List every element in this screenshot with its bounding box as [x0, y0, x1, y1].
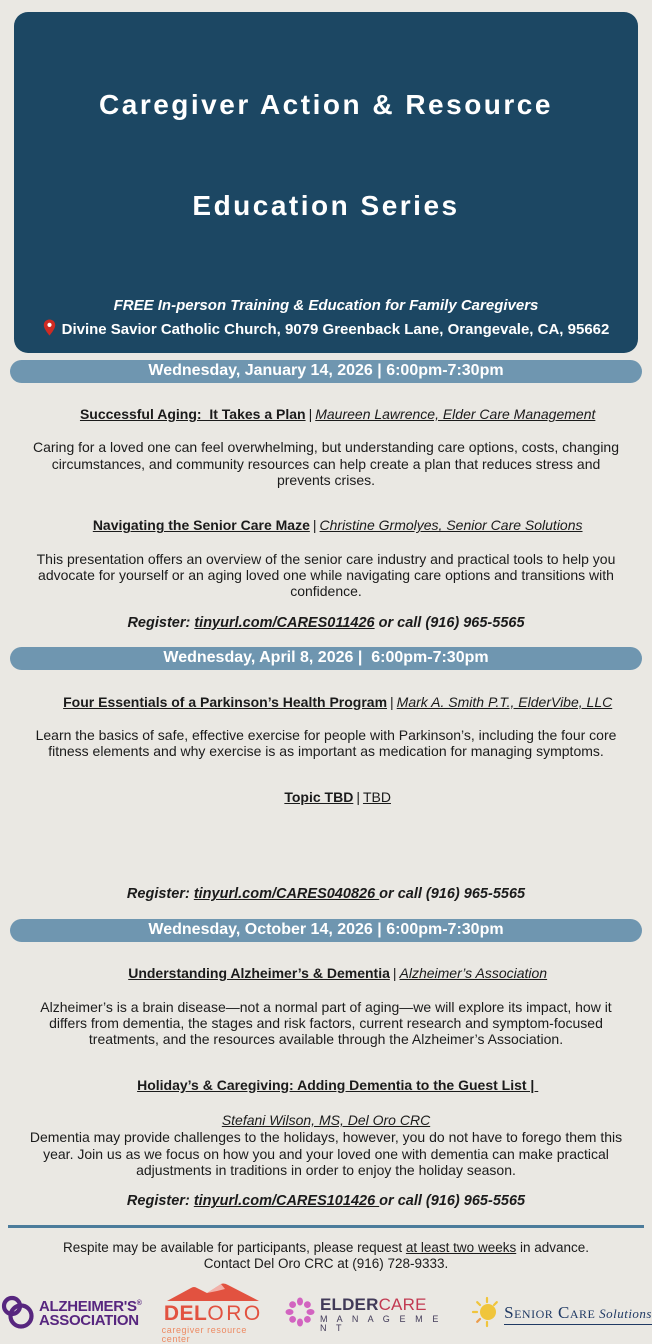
registered-mark: ®	[136, 1300, 142, 1308]
talk-title: Four Essentials of a Parkinson’s Health Program	[63, 693, 388, 710]
talk-heading	[0, 501, 652, 550]
respite-suffix: in advance.	[516, 1239, 590, 1255]
partner-logos	[0, 1284, 652, 1344]
register-label: Register:	[127, 614, 191, 631]
respite-underlined: at least two weeks	[405, 1239, 517, 1255]
session-october	[0, 949, 652, 1210]
talk-heading	[0, 949, 652, 998]
empty-space	[0, 821, 652, 871]
location-pin-icon	[43, 319, 56, 340]
alzheimers-brain-icon	[0, 1294, 36, 1335]
pipe-separator: |	[312, 517, 317, 534]
oro-text: ORO	[207, 1302, 263, 1326]
alzheimers-word2: ASSOCIATION	[39, 1312, 139, 1330]
senior-care-text: Senior Care	[504, 1303, 596, 1323]
register-line	[0, 1193, 652, 1210]
contact-line: Contact Del Oro CRC at (916) 728-9333.	[203, 1256, 449, 1272]
management-text: M A N A G E M E N T	[319, 1313, 442, 1333]
talk-presenter: Alzheimer’s Association	[399, 965, 548, 982]
del-oro-logo	[162, 1284, 265, 1344]
talk-presenter: Mark A. Smith P.T., ElderVibe, LLC	[396, 693, 613, 710]
senior-care-solutions-logo	[471, 1296, 652, 1333]
session-january	[0, 390, 652, 632]
respite-note	[0, 1240, 652, 1272]
register-link[interactable]: tinyurl.com/CARES011426	[194, 614, 375, 631]
header-card	[14, 12, 638, 353]
talk-title: Holiday’s & Caregiving: Adding Dementia to the Guest List |	[137, 1076, 539, 1093]
register-label: Register:	[126, 886, 190, 903]
register-suffix: or call (916) 965-5565	[374, 614, 525, 631]
talk-presenter: Stefani Wilson, MS, Del Oro CRC	[221, 1112, 431, 1129]
location-text: Divine Savior Catholic Church, 9079 Greenback Lane, Orangevale, CA, 95662	[61, 320, 610, 338]
pipe-separator: |	[356, 788, 360, 805]
talk-description: This presentation offers an overview of the senior care industry and practical tools to help you advocate for yourself or an aging loved one while navigating care options and transitions with confidence.	[36, 550, 616, 600]
talk-description: Learn the basics of safe, effective exercise for people with Parkinson’s, including the four core fitness elements and why exercise is as important as medication for managing symptoms.	[35, 727, 617, 760]
location-line	[22, 319, 630, 340]
eldercare-logo-text	[320, 1296, 451, 1333]
alzheimers-association-logo	[0, 1294, 142, 1335]
respite-line	[0, 1240, 652, 1256]
talk-presenter: Christine Grmolyes, Senior Care Solutions	[319, 517, 583, 534]
talk-description: Caring for a loved one can feel overwhelming, but understanding care options, costs, changing circumstances, and community resources can help create a plan that reduces stress and prevents crises.	[32, 439, 620, 488]
register-line	[0, 615, 652, 632]
talk-presenter-line	[0, 1112, 652, 1128]
pipe-separator: |	[392, 965, 397, 982]
solutions-text: Solutions	[595, 1306, 652, 1322]
flyer-page	[0, 12, 652, 1344]
talk-title: Topic TBD	[284, 788, 354, 805]
register-link[interactable]: tinyurl.com/CARES040826	[193, 886, 380, 903]
register-suffix: or call (916) 965-5565	[379, 886, 526, 903]
sun-icon	[471, 1296, 503, 1333]
alzheimers-word1: ALZHEIMER'S	[39, 1298, 137, 1316]
title-line1: Caregiver Action & Resource	[99, 89, 553, 121]
talk-title: Navigating the Senior Care Maze	[92, 517, 310, 534]
talk-heading-tbd	[0, 773, 652, 822]
subtitle: FREE In-person Training & Education for Family Caregivers	[113, 296, 539, 314]
talk-heading-holiday	[0, 1060, 652, 1109]
del-oro-wordmark	[164, 1303, 263, 1324]
session-april	[0, 677, 652, 903]
care-text: CARE	[378, 1294, 427, 1314]
talk-description: Dementia may provide challenges to the holidays, however, you do not have to forego them this year. Join us as we focus on how you and your loved one with dementia can make practical adjustments in traditions in order to enjoy the holiday season.	[29, 1129, 623, 1178]
respite-prefix: Respite may be available for participants, please request	[62, 1239, 406, 1255]
talk-title: Understanding Alzheimer’s & Dementia	[128, 965, 390, 982]
talk-presenter: Maureen Lawrence, Elder Care Management	[315, 405, 596, 422]
talk-description: Alzheimer’s is a brain disease—not a normal part of aging—we will explore its impact, how it differs from dementia, the stages and risk factors, current research and symptom-focused treatments, and the resources available through the Alzheimer’s Association.	[40, 998, 612, 1048]
footer-divider	[8, 1225, 644, 1228]
title-line2: Education Series	[192, 189, 460, 221]
senior-care-logo-text	[504, 1303, 652, 1325]
talk-presenter: TBD	[362, 788, 391, 805]
flower-icon	[285, 1297, 315, 1332]
alzheimers-logo-text	[39, 1300, 142, 1329]
pipe-separator: |	[390, 693, 394, 710]
register-suffix: or call (916) 965-5565	[379, 1193, 526, 1210]
session-banner-january: Wednesday, January 14, 2026 | 6:00pm-7:30pm	[10, 360, 642, 383]
del-oro-tagline: caregiver resource center	[161, 1325, 247, 1344]
del-text: DEL	[163, 1302, 208, 1326]
register-link[interactable]: tinyurl.com/CARES101426	[193, 1193, 380, 1210]
page-title	[22, 21, 630, 290]
session-banner-october: Wednesday, October 14, 2026 | 6:00pm-7:30pm	[10, 919, 642, 942]
register-label: Register:	[126, 1193, 190, 1210]
elder-text: ELDER	[319, 1294, 379, 1314]
talk-heading	[0, 677, 652, 726]
eldercare-management-logo	[285, 1296, 451, 1333]
pipe-separator: |	[308, 405, 313, 422]
talk-title: Successful Aging: It Takes a Plan	[79, 405, 306, 422]
talk-heading	[0, 390, 652, 439]
register-line	[0, 886, 652, 903]
session-banner-april: Wednesday, April 8, 2026 | 6:00pm-7:30pm	[10, 647, 642, 670]
